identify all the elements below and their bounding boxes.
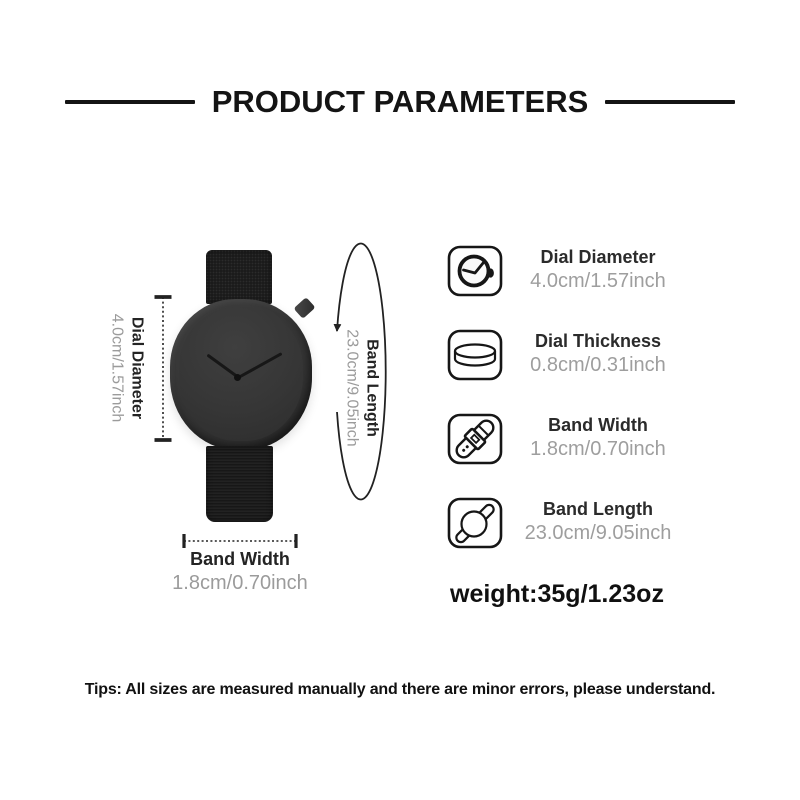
dial-diameter-annotation-value: 4.0cm/1.57inch	[109, 313, 126, 423]
watch-strap-top	[206, 250, 272, 304]
band-length-annotation	[342, 329, 381, 446]
band-width-annotation	[155, 549, 325, 595]
spec-label: Dial Diameter	[540, 247, 656, 268]
spec-label: Dial Thickness	[534, 331, 662, 352]
watch-strap-bottom	[206, 446, 273, 522]
spec-row-band-length	[447, 496, 687, 549]
weight-text: weight:35g/1.23oz	[450, 580, 664, 608]
dial-thickness-icon	[447, 329, 503, 381]
band-width-annotation-label: Band Width	[190, 549, 290, 569]
spec-text	[509, 247, 687, 294]
watch-crown	[293, 297, 315, 319]
spec-text	[509, 331, 687, 378]
spec-row-dial-diameter	[447, 244, 687, 297]
spec-row-band-width	[447, 412, 687, 465]
band-width-annotation-value: 1.8cm/0.70inch	[172, 571, 308, 594]
watch-hands-pivot	[234, 374, 241, 381]
dial-diameter-annotation	[107, 314, 146, 423]
band-length-icon	[447, 497, 503, 549]
spec-value: 4.0cm/1.57inch	[530, 269, 666, 292]
dial-diameter-annotation-label: Dial Diameter	[128, 316, 146, 420]
band-length-annotation-value: 23.0cm/9.05inch	[344, 329, 361, 447]
spec-text	[509, 499, 687, 546]
spec-value: 23.0cm/9.05inch	[524, 521, 672, 544]
spec-value: 1.8cm/0.70inch	[530, 437, 666, 460]
spec-panel	[447, 244, 687, 549]
spec-row-dial-thickness	[447, 328, 687, 381]
spec-label: Band Length	[543, 499, 653, 520]
spec-value: 0.8cm/0.31inch	[530, 353, 666, 376]
spec-label: Band Width	[548, 415, 648, 436]
band-length-annotation-label: Band Length	[363, 339, 381, 437]
tips-text: Tips: All sizes are measured manually and there are minor errors, please understand.	[84, 681, 716, 698]
page-title: PRODUCT PARAMETERS	[211, 84, 589, 119]
band-width-icon	[447, 413, 503, 465]
spec-text	[509, 415, 687, 462]
clock-icon	[447, 245, 503, 297]
